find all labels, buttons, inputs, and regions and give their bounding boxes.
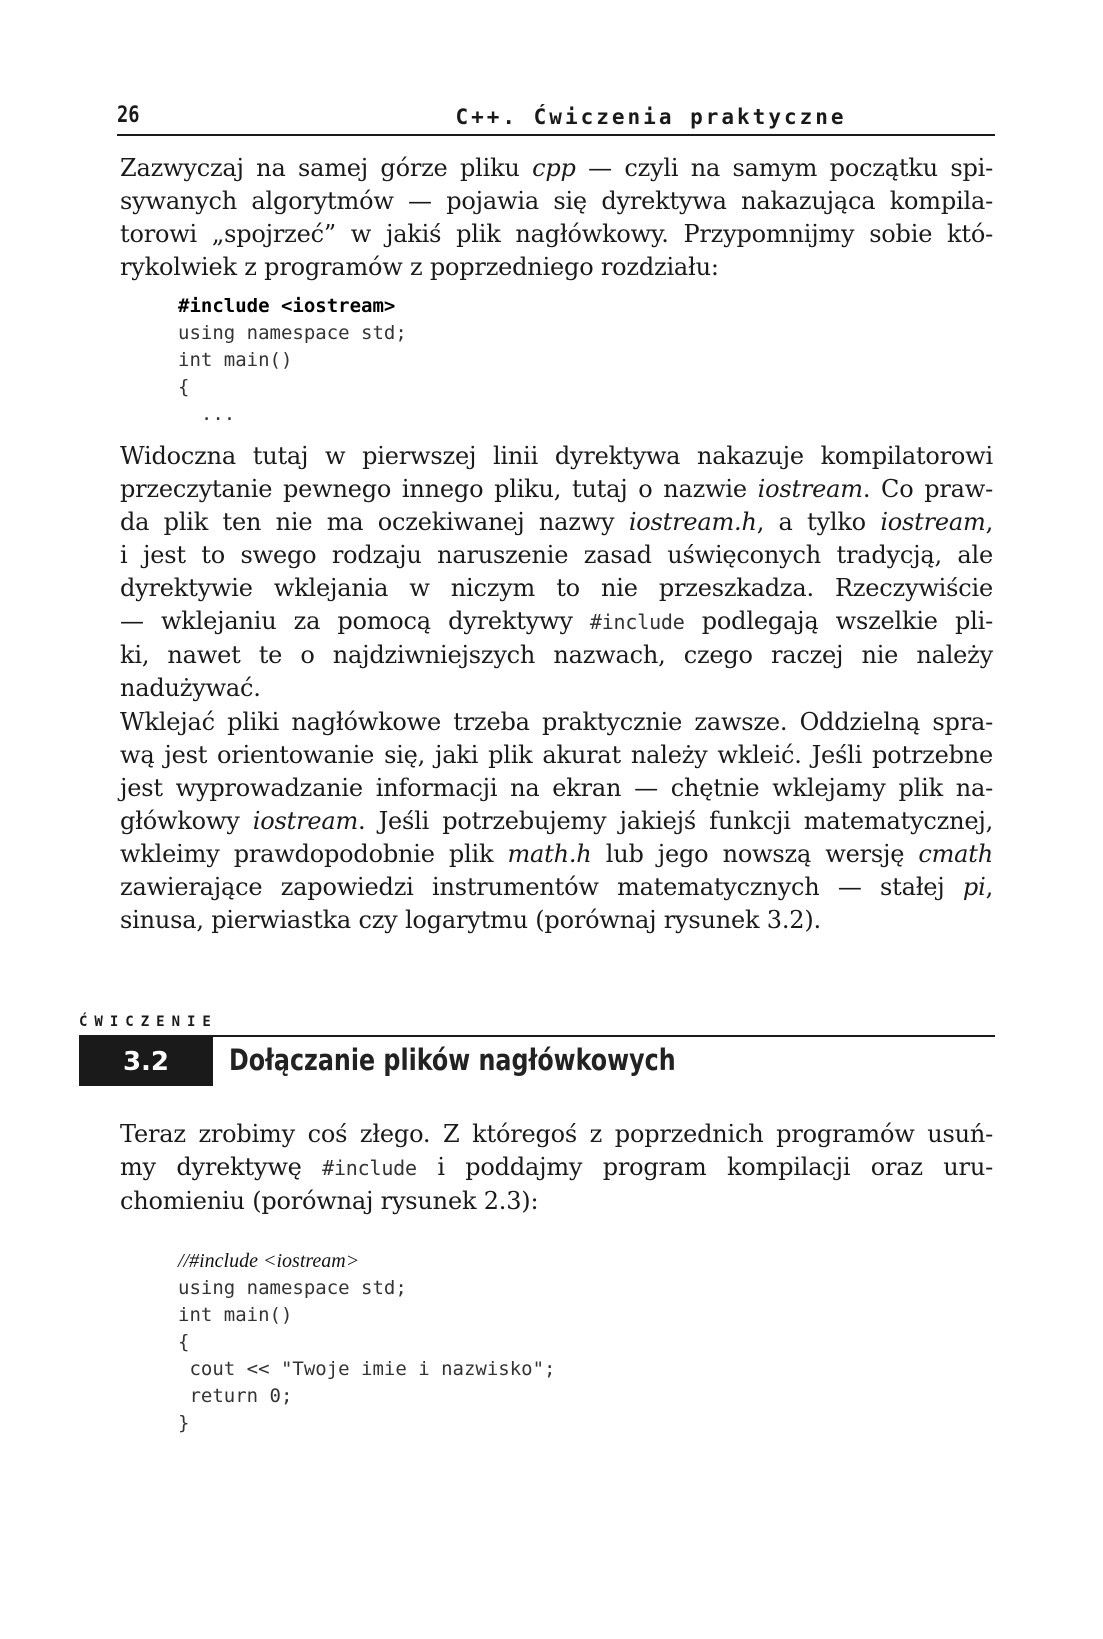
code-line: return 0; [178, 1385, 293, 1407]
code-line: //#include <iostream> [178, 1250, 360, 1272]
text-line: dyrektywie wklejania w niczym to nie przeszkadza. Rzeczywiście [120, 574, 993, 602]
code-line: { [178, 1331, 190, 1353]
code-line: using namespace std; [178, 1277, 407, 1299]
code-line: #include <iostream> [178, 295, 396, 317]
text-line: sywanych algorytmów — pojawia się dyrektywa nakazująca kompila- [120, 187, 993, 215]
text-line: wkleimy prawdopodobnie plik math.h lub jego nowszą wersję cmath [120, 840, 993, 868]
code-line: int main() [178, 1304, 293, 1326]
text-line: chomieniu (porównaj rysunek 2.3): [120, 1187, 539, 1215]
code-line: int main() [178, 349, 293, 371]
exercise-rule [79, 1035, 995, 1037]
paragraph-intro [120, 152, 993, 284]
exercise-number: 3.2 [79, 1037, 213, 1086]
text-line: sinusa, pierwiastka czy logarytmu (porównaj rysunek 3.2). [120, 906, 821, 934]
text-line: Zazwyczaj na samej górze pliku cpp — czyli na samym początku spi- [120, 154, 993, 182]
code-line: { [178, 376, 190, 398]
paragraph-headers [120, 706, 993, 937]
exercise-label: ĆWICZENIE [79, 1014, 218, 1030]
text-line: przeczytanie pewnego innego pliku, tutaj o nazwie iostream. Co praw- [120, 475, 993, 503]
text-line: my dyrektywę #include i poddajmy program kompilacji oraz uru- [120, 1153, 993, 1181]
text-line: rykolwiek z programów z poprzedniego rozdziału: [120, 253, 719, 281]
text-line: Teraz zrobimy coś złego. Z któregoś z poprzednich programów usuń- [120, 1120, 993, 1148]
exercise-title: Dołączanie plików nagłówkowych [229, 1043, 676, 1077]
page-number: 26 [117, 103, 140, 128]
code-line: } [178, 1412, 190, 1434]
code-line: ... [178, 403, 236, 425]
running-title: C++. Ćwiczenia praktyczne [455, 105, 847, 129]
inline-code: #include [589, 610, 685, 634]
text-line: — wklejaniu za pomocą dyrektywy #include podlegają wszelkie pli- [120, 607, 993, 635]
text-line: główkowy iostream. Jeśli potrzebujemy jakiejś funkcji matematycznej, [120, 807, 994, 835]
text-line: ki, nawet te o najdziwniejszych nazwach, czego raczej nie należy [120, 641, 993, 669]
text-line: torowi „spojrzeć” w jakiś plik nagłówkowy. Przypomnijmy sobie któ- [120, 220, 993, 248]
code-listing-2 [178, 1248, 556, 1437]
text-line: zawierające zapowiedzi instrumentów matematycznych — stałej pi, [120, 873, 993, 901]
paragraph-directive [120, 440, 993, 705]
text-line: nadużywać. [120, 674, 261, 702]
paragraph-exercise [120, 1118, 993, 1218]
text-line: da plik ten nie ma oczekiwanej nazwy iostream.h, a tylko iostream, [120, 508, 993, 536]
inline-code: #include [322, 1156, 417, 1180]
code-line: using namespace std; [178, 322, 407, 344]
text-line: wą jest orientowanie się, jaki plik akurat należy wkleić. Jeśli potrzebne [120, 741, 993, 769]
text-line: Wklejać pliki nagłówkowe trzeba praktycznie zawsze. Oddzielną spra- [120, 708, 993, 736]
text-line: i jest to swego rodzaju naruszenie zasad uświęconych tradycją, ale [120, 541, 993, 569]
code-line: cout << "Twoje imie i nazwisko"; [178, 1358, 556, 1380]
code-listing-1 [178, 293, 407, 428]
text-line: Widoczna tutaj w pierwszej linii dyrektywa nakazuje kompilatorowi [120, 442, 993, 470]
text-line: jest wyprowadzanie informacji na ekran — chętnie wklejamy plik na- [120, 774, 993, 802]
running-header [117, 98, 995, 136]
